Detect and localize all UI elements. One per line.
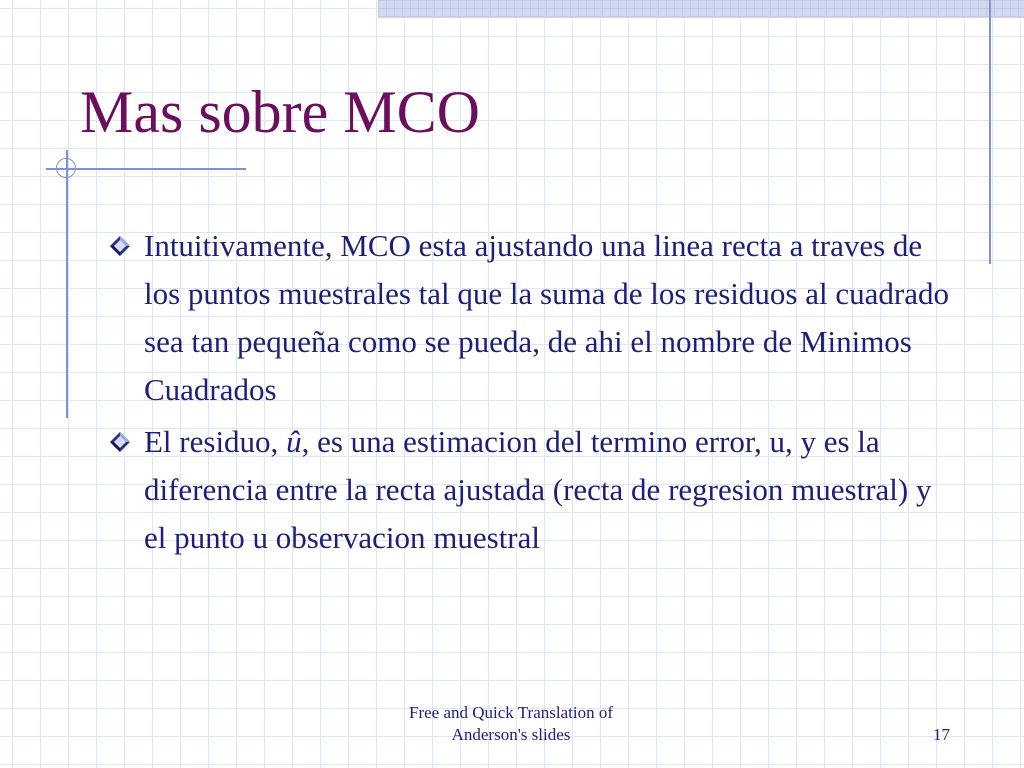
footer-line-2: Anderson's slides (451, 725, 571, 744)
slide-title: Mas sobre MCO (80, 79, 480, 145)
residual-symbol: û (286, 424, 302, 459)
bullet-text-end: , es una estimacion del termino error, u, y es la diferencia entre la recta ajustada (recta de regresion muestral) y el punto u observacion muestral (144, 424, 932, 555)
diamond-bullet-icon (110, 236, 130, 256)
title-circle-decoration (56, 158, 76, 178)
footer-line-1: Free and Quick Translation of (409, 703, 613, 722)
bullet-item-residual (108, 418, 958, 562)
bullet-text-start: El residuo, (144, 424, 287, 459)
left-accent-line (66, 150, 68, 418)
page-number: 17 (933, 725, 950, 744)
bullet-list (108, 222, 958, 566)
diamond-bullet-icon (110, 432, 130, 452)
slide-footer (380, 702, 642, 746)
corner-decoration (378, 0, 1024, 18)
right-accent-line (989, 0, 991, 264)
bullet-item-ols-intuition (108, 222, 958, 414)
title-underline (46, 168, 246, 170)
bullet-text: Intuitivamente, MCO esta ajustando una linea recta a traves de los puntos muestrales tal que la suma de los residuos al cuadrado sea tan pequeña como se pueda, de ahi el nombre de Minimos Cuadrados (144, 228, 949, 407)
